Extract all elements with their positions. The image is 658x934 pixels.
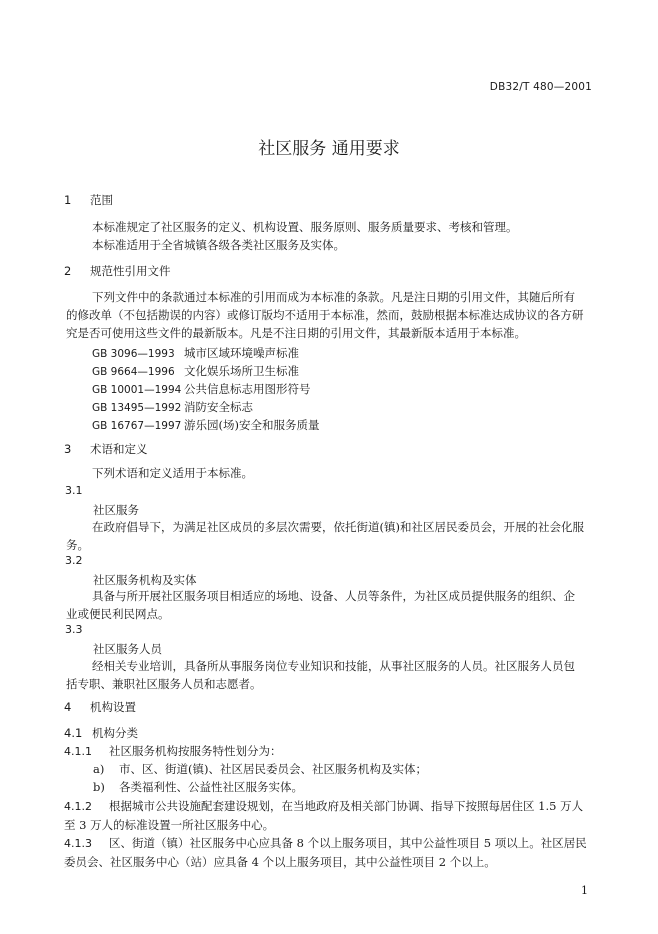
section-number: 3: [64, 442, 72, 456]
paragraph: 本标准规定了社区服务的定义、机构设置、服务原则、服务质量要求、考核和管理。: [92, 220, 518, 234]
subsection-4-1: [64, 725, 138, 741]
standard-number: DB32/T 480—2001: [489, 81, 592, 93]
term-title: 社区服务机构及实体: [93, 573, 197, 587]
section-title: 范围: [90, 193, 113, 207]
list-item-a: [93, 760, 427, 778]
subsection-title: 机构分类: [92, 726, 138, 740]
term-number: 3.1: [65, 484, 83, 497]
clause-4-1-1: [64, 742, 282, 761]
term-definition: 在政府倡导下，为满足社区成员的多层次需要，依托街道(镇)和社区居民委员会，开展的社会化服务。: [66, 520, 584, 552]
term-title: 社区服务人员: [93, 642, 162, 656]
reference-code: GB 9664—1996: [92, 366, 175, 378]
paragraph: 下列文件中的条款通过本标准的引用而成为本标准的条款。凡是注日期的引用文件，其随后所有的修改单（不包括勘误的内容）或修订版均不适用于本标准，然而，鼓励根据本标准达成协议的各方研究是否可使用这些文件的最新版本。凡是不注日期的引用文件，其最新版本适用于本标准。: [66, 290, 584, 340]
term-title: 社区服务: [93, 503, 139, 517]
reference-name: 公共信息标志用图形符号: [184, 382, 311, 396]
clause-number: 4.1.3: [64, 837, 92, 850]
paragraph: 本标准适用于全省城镇各级各类社区服务及实体。: [92, 238, 345, 252]
reference-name: 游乐园(场)安全和服务质量: [184, 418, 320, 432]
clause-text: 区、街道（镇）社区服务中心应具备 8 个以上服务项目，其中公益性项目 5 项以上。社区居民委员会、社区服务中心（站）应具备 4 个以上服务项目，其中公益性项目 2 个以上。: [64, 836, 587, 869]
reference-item: [92, 416, 319, 435]
list-label: a): [93, 762, 105, 776]
section-title: 规范性引用文件: [90, 264, 171, 278]
page-title: 社区服务 通用要求: [258, 139, 400, 159]
clause-text: 根据城市公共设施配套建设规划，在当地政府及相关部门协调、指导下按照每居住区 1.5 万人至 3 万人的标准设置一所社区服务中心。: [64, 799, 584, 832]
clause-number: 4.1.1: [64, 745, 92, 758]
clause-number: 4.1.2: [64, 800, 92, 813]
reference-name: 城市区域环境噪声标准: [184, 346, 299, 360]
section-title: 机构设置: [90, 700, 136, 714]
reference-code: GB 13495—1992: [92, 402, 182, 414]
paragraph: 下列术语和定义适用于本标准。: [92, 466, 253, 480]
term-number: 3.2: [65, 554, 83, 567]
subsection-number: 4.1: [64, 726, 83, 740]
list-label: b): [93, 780, 105, 794]
section-3-heading: [64, 441, 148, 457]
reference-code: GB 16767—1997: [92, 420, 182, 432]
reference-name: 消防安全标志: [184, 400, 253, 414]
section-1-heading: [64, 192, 113, 208]
section-number: 4: [64, 700, 72, 714]
term-definition: 具备与所开展社区服务项目相适应的场地、设备、人员等条件，为社区成员提供服务的组织、企业或便民利民网点。: [66, 589, 575, 621]
reference-item: [92, 344, 299, 363]
page-number: 1: [581, 884, 588, 897]
list-item-b: [93, 778, 303, 796]
list-text: 市、区、街道(镇)、社区居民委员会、社区服务机构及实体；: [119, 762, 427, 776]
reference-item: [92, 380, 311, 399]
term-definition: 经相关专业培训，具备所从事服务岗位专业知识和技能，从事社区服务的人员。社区服务人员包括专职、兼职社区服务人员和志愿者。: [66, 659, 575, 691]
reference-code: GB 3096—1993: [92, 348, 175, 360]
clause-text: 社区服务机构按服务特性划分为：: [109, 744, 282, 758]
section-number: 2: [64, 264, 72, 278]
section-2-heading: [64, 263, 171, 279]
reference-code: GB 10001—1994: [92, 384, 182, 396]
reference-name: 文化娱乐场所卫生标准: [184, 364, 299, 378]
term-number: 3.3: [65, 623, 83, 636]
reference-item: [92, 362, 299, 381]
clause-4-1-2: [64, 797, 590, 834]
clause-4-1-3: [64, 834, 590, 871]
section-4-heading: [64, 699, 136, 715]
section-title: 术语和定义: [90, 442, 148, 456]
section-number: 1: [64, 193, 72, 207]
list-text: 各类福利性、公益性社区服务实体。: [119, 780, 303, 794]
reference-item: [92, 398, 253, 417]
